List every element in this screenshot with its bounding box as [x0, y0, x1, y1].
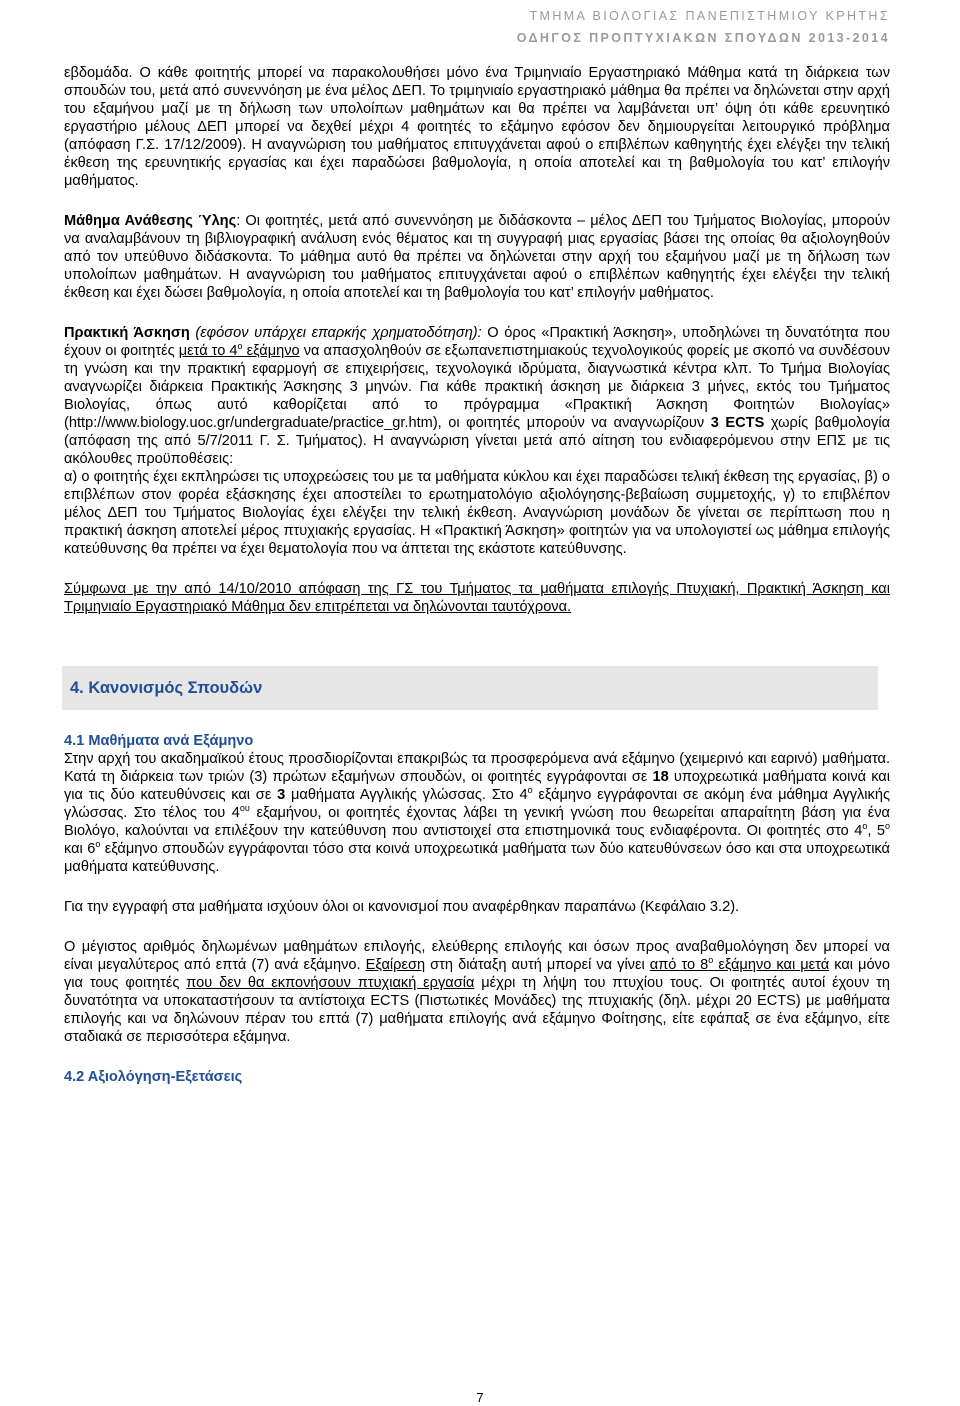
s41-p1a: Στην αρχή του ακαδημαϊκού έτους προσδιορίζονται επακριβώς τα προσφερόμενα ανά εξάμηνο (χειμερινό και εαρινό) μαθήματα. Κατά τη διάρκεια των τριών (3) πρώτων εξαμήνων σπουδών, οι φοιτητές εγγράφονται σε: [64, 751, 890, 785]
s41-p3d: μέχρι τη λήψη του πτυχίου τους. Οι φοιτητές αυτοί έχουν τη δυνατότητα να υποκαταστήσουν τα αντίστοιχα ECTS (Πιστωτικές Μονάδες) της πτυχιακής (δηλ. μέχρι 20 ECTS) με μαθήματα επιλογής και να δηλώνουν πέραν του επτά (7) μαθήματα επιλογής ανά εξάμηνο Φοίτησης, είτε εφάπαξ σε ένα εξάμηνο, είτε σταδιακά σε περισσότερα εξάμηνα.: [64, 975, 891, 1045]
s41-p3u2b: εξάμηνο και μετά: [713, 957, 830, 973]
section-4-band: [62, 666, 878, 710]
praktiki-conditions: α) ο φοιτητής έχει εκπληρώσει τις υποχρεώσεις του με τα μαθήματα κύκλου και έχει παραδώσει τελική έκθεση της εργασίας, β) ο επιβλέπων στον φορέα εξάσκησης έχει αποστείλει το ερωτηματολόγιο αξιολόγησης-βεβαίωση συμμετοχής, γ) το επιβλέπον μέλος ΔΕΠ του Τμήματος Βιολογίας έχει ελέγξει την τελική έκθεση. Αναγνώριση μονάδων δε γίνεται σε περίπτωση που η πρακτική άσκηση αποτελεί μέρος πτυχιακής εργασίας. Η «Πρακτική Άσκηση» φοιτητών για να υπολογιστεί ως μάθημα επιλογής κατεύθυνσης θα πρέπει να έχει θεματολογία που να άπτεται της εκάστοτε κατεύθυνσης.: [64, 469, 890, 557]
s41-from-8th: [650, 957, 829, 973]
section-4-1-paragraph-1: [64, 750, 890, 876]
page-number: 7: [476, 1390, 484, 1405]
section-4-title: 4. Κανονισμός Σπουδών: [70, 679, 263, 697]
section-4-2-title: 4.2 Αξιολόγηση-Εξετάσεις: [64, 1069, 243, 1085]
s41-p3a: Ο μέγιστος αριθμός δηλωμένων μαθημάτων επιλογής, ελεύθερης επιλογής και όσων προς αναβαθμολόγηση δεν μπορεί να είναι μεγαλύτερος από επτά (7) ανά εξάμηνο.: [64, 939, 890, 973]
praktiki-u1b: εξάμηνο: [242, 343, 300, 359]
praktiki-text-1: Ο όρος «Πρακτική Άσκηση», υποδηλώνει τη δυνατότητα που έχουν οι φοιτητές: [64, 325, 890, 359]
s41-no-thesis: που δεν θα εκπονήσουν πτυχιακή εργασία: [186, 975, 475, 991]
s41-p1g: και 6: [64, 841, 96, 857]
s41-p1d: εξάμηνο εγγράφονται σε ακόμη ένα μάθημα Αγγλικής γλώσσας. Στο τέλος του 4: [64, 787, 891, 821]
s41-p1b: υποχρεωτικά μαθήματα κοινά και για τις δύο κατευθύνσεις και σε: [64, 769, 890, 803]
s41-sup-4: ο: [884, 821, 890, 832]
s41-sup-3: ο: [862, 821, 868, 832]
praktiki-u1a: μετά το 4: [178, 343, 238, 359]
s41-p1e: εξαμήνου, οι φοιτητές έχοντας λάβει τη γενική γνώση που θεωρείται απαραίτητη βάση για ένα Βιολόγο, καλούνται να επιλέξουν την κατεύθυνση που αντιστοιχεί στα επιστημονικά τους ενδιαφέροντα. Οι φοιτητές στο 4: [64, 805, 890, 839]
s41-sup-5: ο: [95, 839, 101, 850]
praktiki-text-2: να απασχοληθούν σε εξωπανεπιστημιακούς τεχνολογικούς φορείς με σκοπό να συνδέσουν τη γνώση και την πρακτική εφαρμογή σε επιχειρήσεις, τεχνολογικά ιδρύματα, διαγνωστικά κέντρα κλπ. Το Τμήμα Βιολογίας αναγνωρίζει διάρκεια Πρακτικής Άσκησης 3 μηνών. Για κάθε πρακτική άσκηση με διάρκεια 3 μήνες, εκτός του Τμήματος Βιολογίας, όπως αυτό καθορίζεται από το πρόγραμμα «Πρακτική Άσκηση Φοιτητών Βιολογίας» (http://www.biology.uoc.gr/undergraduate/practice_gr.htm), οι φοιτητές μπορούν να αναγνωρίζουν: [64, 343, 891, 431]
anathesi-text: : Οι φοιτητές, μετά από συνεννόηση με διδάσκοντα – μέλος ΔΕΠ του Τμήματος Βιολογίας, μπορούν να αναλαμβάνουν τη βιβλιογραφική ανάλυση ενός θέματος και τη συγγραφή μιας εργασίας βάσει της οποίας θα αξιολογηθούν από τον υπεύθυνο διδάσκοντα. Το μάθημα αυτό θα πρέπει να δηλώνεται στην αρχή του εξαμήνου μαζί με τη δήλωση των υπολοίπων μαθημάτων. Η αναγνώριση του μαθήματος επιτυγχάνεται αφού ο επιβλέπων καθηγητής έχει ελέγξει την τελική έκθεση και έχει δώσει βαθμολογία, η οποία αποτελεί και τη βαθμολογία του κατ’ επιλογήν μαθήματος.: [64, 213, 890, 301]
praktiki-ects: 3 ECTS: [710, 415, 765, 431]
praktiki-note: (εφόσον υπάρχει επαρκής χρηματοδότηση):: [189, 325, 482, 341]
section-4-1-paragraph-3: [64, 938, 890, 1046]
anathesi-title: Μάθημα Ανάθεσης Ύλης: [64, 213, 237, 229]
s41-sup-2: ου: [239, 803, 250, 814]
praktiki-title: Πρακτική Άσκηση: [64, 325, 190, 341]
section-4-1-title: 4.1 Μαθήματα ανά Εξάμηνο: [64, 733, 254, 749]
s41-sup-1: ο: [527, 785, 533, 796]
s41-exception: Εξαίρεση: [365, 957, 426, 973]
praktiki-paragraph: [64, 324, 890, 468]
decision-paragraph: Σύμφωνα με την από 14/10/2010 απόφαση της ΓΣ του Τμήματος τα μαθήματα επιλογής Πτυχιακή, Πρακτική Άσκηση και Τριμηνιαίο Εργαστηριακό Μάθημα δεν επιτρέπεται να δηλώνονται ταυτόχρονα.: [64, 581, 890, 615]
s41-p3u2a: από το 8: [649, 957, 709, 973]
s41-p3c: και μόνο για τους φοιτητές: [64, 957, 890, 991]
section-4-1-paragraph-2: Για την εγγραφή στα μαθήματα ισχύουν όλοι οι κανονισμοί που αναφέρθηκαν παραπάνω (Κεφάλαιο 3.2).: [64, 899, 740, 915]
praktiki-semester-underline: [179, 343, 300, 359]
s41-p3b: στη διάταξη αυτή μπορεί να γίνει: [425, 957, 650, 973]
running-header-department: ΤΜΗΜΑ ΒΙΟΛΟΓΙΑΣ ΠΑΝΕΠΙΣΤΗΜΙΟΥ ΚΡΗΤΗΣ: [529, 9, 890, 23]
s41-n18: 18: [652, 769, 669, 785]
page-content: [64, 64, 890, 1086]
s41-p1h: εξάμηνο σπουδών εγγράφονται τόσο στα κοινά υποχρεωτικά μαθήματα των δύο κατευθύνσεων όσο και στα υποχρεωτικά μαθήματα κατεύθυνσης.: [64, 841, 890, 875]
s41-sup-6: ο: [708, 955, 714, 966]
running-header-guide: ΟΔΗΓΟΣ ΠΡΟΠΤΥΧΙΑΚΩΝ ΣΠΟΥΔΩΝ 2013-2014: [516, 31, 890, 45]
s41-n3: 3: [277, 787, 286, 803]
praktiki-text-3: χωρίς βαθμολογία (απόφαση της από 5/7/2011 Γ. Σ. Τμήματος). Η αναγνώριση γίνεται μετά από αίτηση του ενδιαφερόμενου στην ΕΠΣ με τις ακόλουθες προϋποθέσεις:: [64, 415, 891, 467]
praktiki-u1sup: ο: [237, 341, 243, 352]
s41-p1f: , 5: [867, 823, 885, 839]
intro-paragraph: εβδομάδα. Ο κάθε φοιτητής μπορεί να παρακολουθήσει μόνο ένα Τριμηνιαίο Εργαστηριακό Μάθημα κατά τη διάρκεια των σπουδών του, μετά από συνεννόηση με ένα μέλος ΔΕΠ. Το τριμηνιαίο εργαστηριακό μάθημα θα πρέπει να δηλώνεται στην αρχή του εξαμήνου μαζί με τη δήλωση των υπολοίπων μαθημάτων και θα πρέπει να λαμβάνεται υπ’ όψη ότι κάθε ερευνητικό εργαστήριο μέλους ΔΕΠ μπορεί να δεχθεί μέχρι 4 φοιτητές το εξάμηνο εφόσον δεν δημιουργείται λειτουργικό πρόβλημα (απόφαση Γ.Σ. 17/12/2009). Η αναγνώριση του μαθήματος επιτυγχάνεται αφού ο επιβλέπων καθηγητής έχει ελέγξει την τελική έκθεση της ερευνητικής εργασίας και έχει παραδώσει βαθμολογία, η οποία αποτελεί και τη βαθμολογία του κατ’ επιλογήν μαθήματος.: [64, 65, 890, 189]
anathesi-paragraph: [64, 212, 890, 302]
s41-p1c: μαθήματα Αγγλικής γλώσσας. Στο 4: [285, 787, 528, 803]
